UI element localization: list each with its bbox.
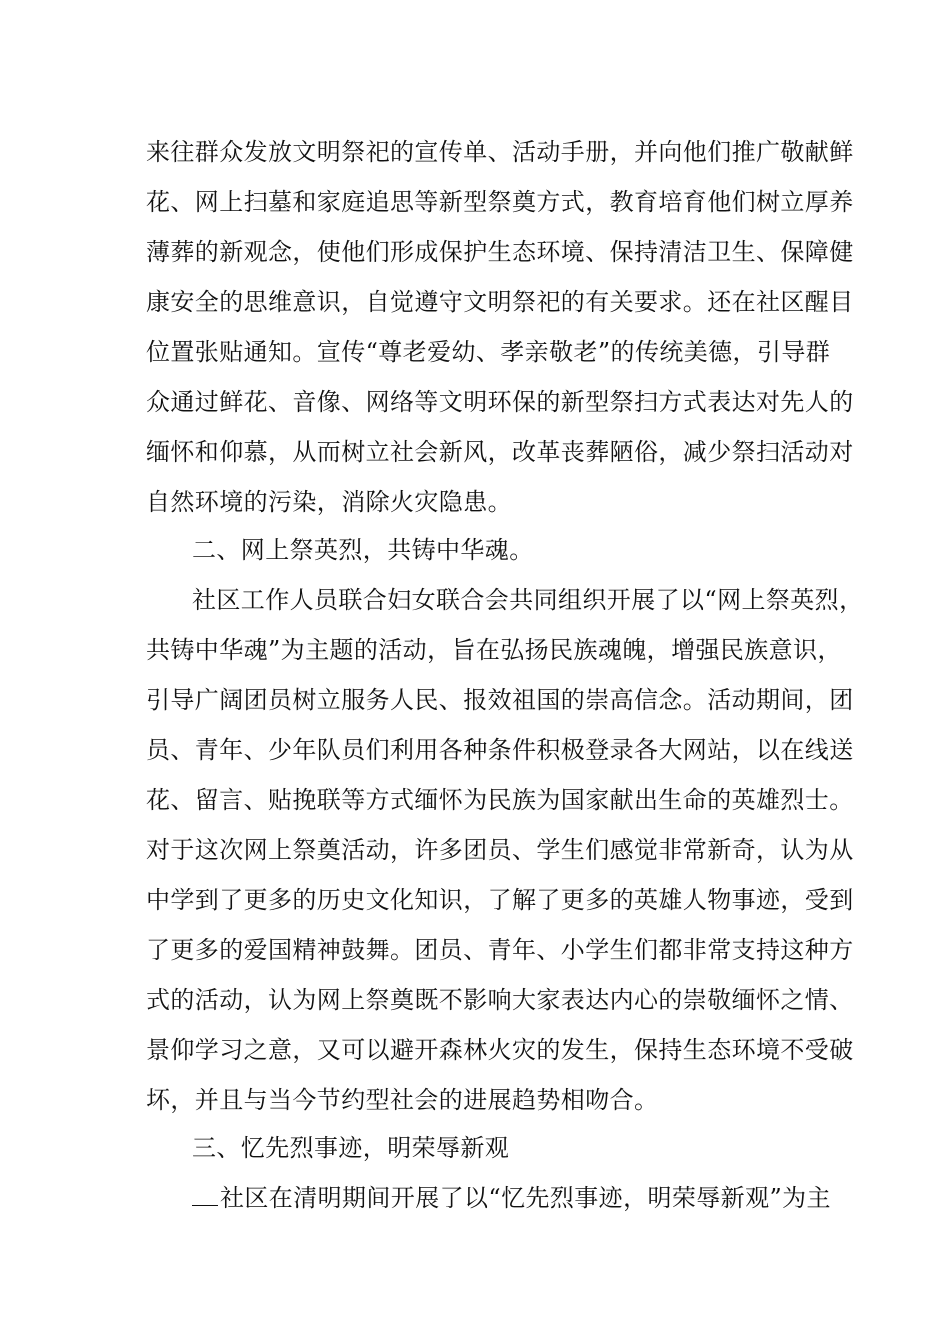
text-line: 缅怀和仰慕，从而树立社会新风，改革丧葬陋俗，减少祭扫活动对 [146,438,854,466]
text-line: 坏，并且与当今节约型社会的进展趋势相吻合。 [146,1086,659,1114]
paragraph-first-line [192,1183,831,1213]
section-heading-2: 二、网上祭英烈，共铸中华魂。 [192,536,534,564]
blank-underline [192,1185,218,1206]
text-line: 共铸中华魂”为主题的活动，旨在弘扬民族魂魄，增强民族意识， [146,636,842,664]
text-line: 花、网上扫墓和家庭追思等新型祭奠方式，教育培育他们树立厚养 [146,188,854,216]
text-line: 自然环境的污染，消除火灾隐患。 [146,488,512,516]
text-line: 来往群众发放文明祭祀的宣传单、活动手册，并向他们推广敬献鲜 [146,138,854,166]
text-line: 花、留言、贴挽联等方式缅怀为民族为国家献出生命的英雄烈士。 [146,786,854,814]
text-line: 康安全的思维意识，自觉遵守文明祭祀的有关要求。还在社区醒目 [146,288,854,316]
text-line: 式的活动，认为网上祭奠既不影响大家表达内心的崇敬缅怀之情、 [146,986,854,1014]
text-line: 对于这次网上祭奠活动，许多团员、学生们感觉非常新奇，认为从 [146,836,854,864]
text-span: 社区在清明期间开展了以“忆先烈事迹，明荣辱新观”为主 [220,1184,831,1212]
paragraph-first-line: 社区工作人员联合妇女联合会共同组织开展了以“网上祭英烈， [192,586,864,614]
text-line: 薄葬的新观念，使他们形成保护生态环境、保持清洁卫生、保障健 [146,238,854,266]
text-line: 员、青年、少年队员们利用各种条件积极登录各大网站，以在线送 [146,736,854,764]
section-heading-3: 三、忆先烈事迹，明荣辱新观 [192,1134,510,1162]
text-line: 众通过鲜花、音像、网络等文明环保的新型祭扫方式表达对先人的 [146,388,854,416]
text-line: 了更多的爱国精神鼓舞。团员、青年、小学生们都非常支持这种方 [146,936,854,964]
text-line: 中学到了更多的历史文化知识，了解了更多的英雄人物事迹，受到 [146,886,854,914]
text-line: 位置张贴通知。宣传“尊老爱幼、孝亲敬老”的传统美德，引导群 [146,338,831,366]
text-line: 景仰学习之意，又可以避开森林火灾的发生，保持生态环境不受破 [146,1036,854,1064]
text-line: 引导广阔团员树立服务人民、报效祖国的崇高信念。活动期间，团 [146,686,854,714]
